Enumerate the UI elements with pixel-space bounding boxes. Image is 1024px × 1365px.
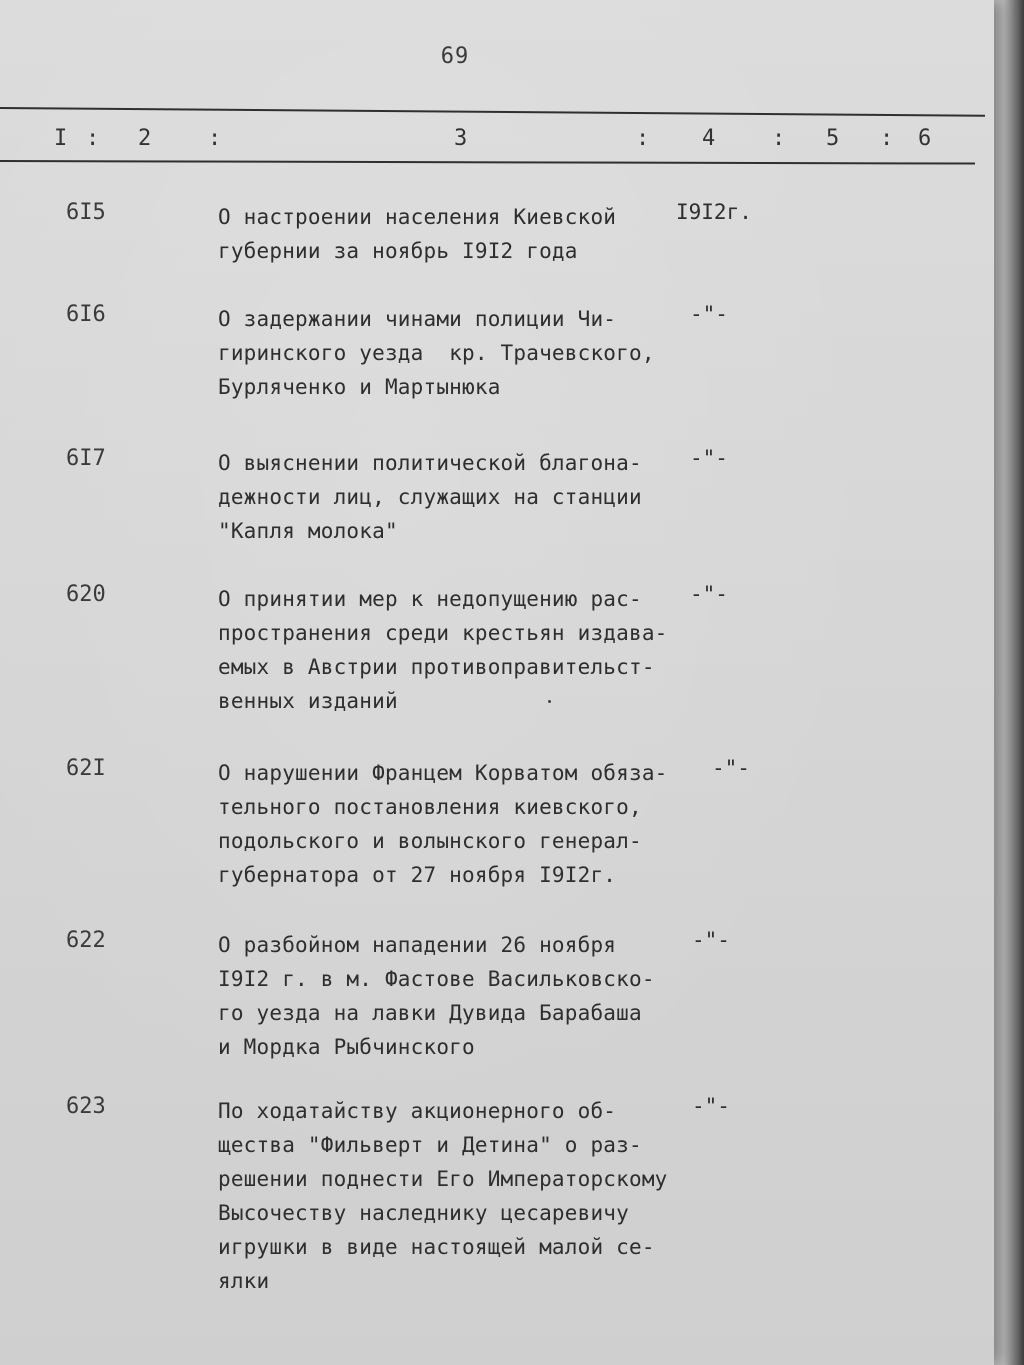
description-line: тельного постановления киевского, <box>218 795 642 819</box>
description-line: решении поднести Его Императорскому <box>218 1167 668 1191</box>
column-separator: : <box>772 126 786 151</box>
description-line: О нарушении Францем Корватом обяза- <box>218 761 668 785</box>
record-description <box>218 756 668 892</box>
description-line: губернии за ноябрь I9I2 года <box>218 239 578 263</box>
description-line: О настроении населения Киевской <box>218 205 617 229</box>
description-line: О выяснении политической благона- <box>218 451 642 475</box>
page-number: 69 <box>440 44 470 69</box>
description-line: дежности лиц, служащих на станции <box>218 485 642 509</box>
description-line: емых в Австрии противоправительст- <box>218 655 655 679</box>
description-line: ялки <box>218 1269 270 1293</box>
record-number: 6I5 <box>66 200 106 225</box>
record-date: -"- <box>712 756 750 780</box>
description-line: Бурляченко и Мартынюка <box>218 375 501 399</box>
column-header-1: I <box>54 126 68 151</box>
description-line: О принятии мер к недопущению рас- <box>218 587 642 611</box>
description-line: го уезда на лавки Дувида Барабаша <box>218 1001 642 1025</box>
description-line: I9I2 г. в м. Фастове Васильковско- <box>218 967 655 991</box>
column-header-3: 3 <box>454 126 468 151</box>
column-header-6: 6 <box>918 126 932 151</box>
column-header-4: 4 <box>702 126 716 151</box>
column-separator: : <box>86 126 100 151</box>
description-line: венных изданий <box>218 689 398 713</box>
record-date: -"- <box>690 302 728 326</box>
description-line: О задержании чинами полиции Чи- <box>218 307 617 331</box>
description-line: игрушки в виде настоящей малой се- <box>218 1235 655 1259</box>
record-date: I9I2г. <box>676 200 752 224</box>
column-separator: : <box>208 126 222 151</box>
header-rule-bottom <box>0 160 975 165</box>
record-description <box>218 200 616 268</box>
column-separator: : <box>636 126 650 151</box>
record-number: 6I7 <box>66 446 106 471</box>
header-rule-top <box>0 107 985 117</box>
sheet-edge <box>990 0 1024 1365</box>
column-header-2: 2 <box>138 126 152 151</box>
record-number: 62I <box>66 756 106 781</box>
record-date: -"- <box>690 446 728 470</box>
description-line: пространения среди крестьян издава- <box>218 621 668 645</box>
description-line: "Капля молока" <box>218 519 398 543</box>
record-description <box>218 302 655 404</box>
record-date: -"- <box>692 1094 730 1118</box>
description-line: подольского и волынского генерал- <box>218 829 642 853</box>
record-number: 6I6 <box>66 302 106 327</box>
record-number: 622 <box>66 928 106 953</box>
record-date: -"- <box>692 928 730 952</box>
description-line: губернатора от 27 ноября I9I2г. <box>218 863 617 887</box>
description-line: О разбойном нападении 26 ноября <box>218 933 617 957</box>
column-header-5: 5 <box>826 126 840 151</box>
description-line: щества "Фильверт и Детина" о раз- <box>218 1133 642 1157</box>
column-separator: : <box>880 126 894 151</box>
record-number: 623 <box>66 1094 106 1119</box>
description-line: и Мордка Рыбчинского <box>218 1035 475 1059</box>
paper-speck <box>548 700 551 703</box>
record-description <box>218 446 642 548</box>
record-date: -"- <box>690 582 728 606</box>
description-line: По ходатайству акционерного об- <box>218 1099 617 1123</box>
record-description <box>218 928 655 1064</box>
record-number: 620 <box>66 582 106 607</box>
description-line: гиринского уезда кр. Трачевского, <box>218 341 655 365</box>
description-line: Высочеству наследнику цесаревичу <box>218 1201 629 1225</box>
record-description <box>218 582 668 718</box>
record-description <box>218 1094 668 1298</box>
